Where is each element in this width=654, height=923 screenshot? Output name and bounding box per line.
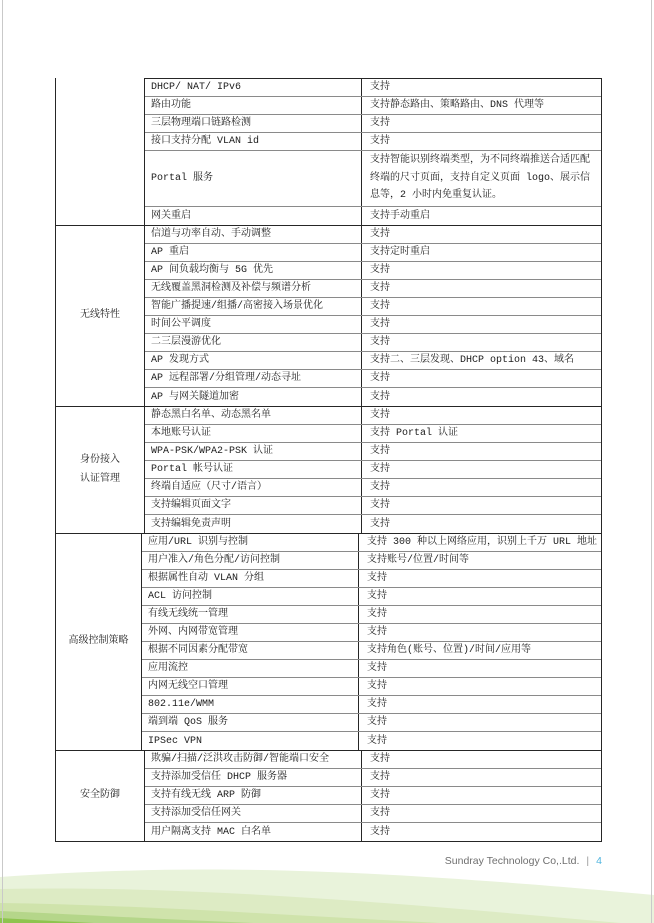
feature-text: AP 远程部署/分组管理/动态寻址 (151, 373, 302, 384)
support-text: 支持 (366, 735, 387, 747)
support-text: 支持 (366, 591, 387, 602)
table-section (55, 406, 602, 533)
table-row (145, 479, 601, 497)
support-cell (361, 370, 601, 387)
support-text: 支持 (370, 754, 390, 765)
section-label: 身份接入 (80, 454, 120, 466)
feature-cell (145, 97, 361, 114)
feature-cell (145, 407, 361, 424)
feature-text: 有线无线统一管理 (147, 609, 228, 620)
support-cell (361, 388, 601, 406)
support-text: 支持 (370, 500, 390, 511)
feature-text: 智能广播提速/组播/高密接入场景优化 (151, 301, 324, 312)
feature-text: 三层物理端口链路检测 (151, 118, 251, 129)
feature-text: DHCP/ NAT/ IPv6 (151, 82, 242, 93)
feature-cell (145, 334, 361, 351)
feature-text: ACL 访问控制 (147, 591, 212, 602)
section-label-cell (55, 226, 145, 406)
support-cell (361, 443, 601, 460)
feature-cell (145, 298, 361, 315)
support-cell (358, 642, 601, 659)
feature-text: 外网、内网带宽管理 (147, 627, 238, 638)
feature-text: WPA-PSK/WPA2-PSK 认证 (151, 446, 274, 457)
feature-cell (145, 226, 361, 243)
feature-text: 信道与功率自动、手动调整 (151, 229, 271, 240)
section-label: 无线特性 (80, 310, 120, 321)
support-text: 支持手动重启 (370, 210, 430, 222)
table-row (142, 660, 601, 678)
support-text: 支持静态路由、策略路由、DNS 代理等 (370, 100, 545, 111)
feature-cell (142, 606, 358, 623)
table-row (145, 769, 601, 787)
support-cell (361, 262, 601, 279)
table-row (145, 370, 601, 388)
support-text: 支持 (370, 337, 390, 348)
support-text: 支持 (370, 446, 390, 457)
table-row (145, 298, 601, 316)
support-text: 支持 (370, 319, 390, 330)
feature-cell (142, 588, 358, 605)
feature-text: 用户隔离支持 MAC 白名单 (151, 826, 272, 838)
support-text: 支持 (370, 283, 390, 294)
feature-cell (142, 732, 358, 750)
feature-text: 802.11e/WMM (147, 699, 214, 710)
support-text: 支持 (366, 663, 387, 674)
support-cell (361, 352, 601, 369)
feature-cell (145, 461, 361, 478)
support-text: 支持 (370, 373, 390, 384)
support-text: 支持 (370, 464, 390, 475)
spec-table (55, 78, 602, 842)
feature-cell (145, 79, 361, 96)
feature-text: 无线覆盖黑洞检测及补偿与频谱分析 (151, 283, 311, 294)
support-text: 支持 (370, 136, 390, 147)
feature-text: 路由功能 (151, 100, 191, 111)
support-cell (361, 244, 601, 261)
table-section (55, 533, 602, 750)
support-cell (361, 316, 601, 333)
feature-cell (142, 534, 358, 551)
table-row (145, 151, 601, 207)
feature-cell (145, 787, 361, 804)
feature-text: 支持编辑免责声明 (151, 518, 231, 530)
feature-cell (145, 769, 361, 786)
feature-text: AP 与网关隧道加密 (151, 391, 240, 403)
feature-text: 支持有线无线 ARP 防御 (151, 790, 262, 801)
section-rows (145, 407, 602, 533)
feature-text: AP 重启 (151, 247, 190, 258)
feature-text: 二三层漫游优化 (151, 337, 221, 348)
table-row (142, 606, 601, 624)
feature-cell (145, 133, 361, 150)
support-cell (361, 226, 601, 243)
table-row (145, 280, 601, 298)
feature-text: AP 发现方式 (151, 355, 210, 366)
support-cell (358, 624, 601, 641)
support-cell (361, 515, 601, 533)
table-row (145, 316, 601, 334)
support-text: 支持 (370, 772, 390, 783)
table-row (145, 388, 601, 406)
feature-cell (142, 642, 358, 659)
support-cell (358, 732, 601, 750)
feature-text: 应用/URL 识别与控制 (147, 537, 248, 548)
feature-text: AP 间负载均衡与 5G 优先 (151, 265, 274, 276)
feature-text: Portal 帐号认证 (151, 464, 234, 475)
table-row (142, 732, 601, 750)
support-text: 支持 (370, 301, 390, 312)
section-label: 高级控制策略 (68, 636, 129, 647)
support-text: 支持 (370, 229, 390, 240)
footer-wave-decoration (0, 813, 654, 923)
feature-text: IPSec VPN (147, 735, 202, 747)
support-cell (361, 407, 601, 424)
table-row (142, 696, 601, 714)
section-label: 安全防御 (80, 790, 120, 801)
page-left-border (2, 0, 3, 923)
feature-text: 时间公平调度 (151, 319, 211, 330)
support-cell (361, 479, 601, 496)
feature-cell (145, 280, 361, 297)
support-text: 支持 (370, 826, 390, 838)
feature-cell (145, 115, 361, 132)
section-rows (145, 226, 602, 406)
footer-page-number: 4 (596, 855, 602, 867)
table-row (145, 497, 601, 515)
support-cell (361, 97, 601, 114)
support-cell (358, 678, 601, 695)
feature-cell (145, 370, 361, 387)
feature-text: 内网无线空口管理 (147, 681, 228, 692)
table-row (145, 443, 601, 461)
support-text: 支持二、三层发现、DHCP option 43、域名 (370, 355, 575, 366)
feature-text: 欺骗/扫描/泛洪攻击防御/智能端口安全 (151, 754, 330, 765)
table-row (145, 515, 601, 533)
table-row (145, 407, 601, 425)
table-row (142, 624, 601, 642)
table-row (145, 461, 601, 479)
support-cell (358, 606, 601, 623)
support-cell (361, 425, 601, 442)
feature-cell (142, 570, 358, 587)
table-row (145, 207, 601, 225)
feature-cell (142, 714, 358, 731)
feature-text: 支持添加受信任 DHCP 服务器 (151, 772, 288, 783)
table-row (145, 262, 601, 280)
support-text: 支持 Portal 认证 (370, 428, 459, 439)
section-label-cell (55, 78, 145, 225)
support-text: 支持 300 种以上网络应用，识别上千万 URL 地址 (366, 537, 597, 548)
feature-cell (145, 425, 361, 442)
feature-cell (142, 660, 358, 677)
table-row (145, 334, 601, 352)
support-cell (361, 787, 601, 804)
support-text: 支持 (370, 391, 390, 403)
support-text: 支持 (370, 808, 390, 819)
support-cell (361, 334, 601, 351)
table-row (142, 714, 601, 732)
feature-cell (145, 751, 361, 768)
support-cell (361, 115, 601, 132)
section-rows (142, 534, 602, 750)
feature-text: 支持编辑页面文字 (151, 500, 231, 511)
table-row (145, 425, 601, 443)
support-cell (358, 696, 601, 713)
feature-text: 用户准入/角色分配/访问控制 (147, 555, 280, 566)
table-row (142, 570, 601, 588)
feature-text: 端到端 QoS 服务 (147, 717, 228, 728)
support-cell (358, 552, 601, 569)
feature-cell (145, 443, 361, 460)
feature-cell (145, 479, 361, 496)
feature-cell (145, 515, 361, 533)
section-label-cell (55, 407, 145, 533)
feature-cell (145, 352, 361, 369)
feature-text: 支持添加受信任网关 (151, 808, 241, 819)
support-cell (361, 298, 601, 315)
table-row (145, 115, 601, 133)
table-row (145, 244, 601, 262)
support-text: 支持 (370, 265, 390, 276)
feature-cell (142, 696, 358, 713)
feature-text: 网关重启 (151, 210, 191, 222)
support-cell (361, 497, 601, 514)
table-row (142, 534, 601, 552)
section-rows (145, 78, 602, 225)
table-section (55, 225, 602, 406)
support-text: 支持 (370, 82, 390, 93)
support-text: 支持 (366, 627, 387, 638)
support-text: 支持账号/位置/时间等 (366, 555, 469, 566)
feature-text: 根据不同因素分配带宽 (147, 645, 248, 656)
support-text: 支持 (370, 790, 390, 801)
feature-text: 应用流控 (147, 663, 188, 674)
section-label: 认证管理 (80, 473, 120, 485)
table-row (145, 751, 601, 769)
support-cell (361, 133, 601, 150)
support-text: 支持 (370, 482, 390, 493)
table-row (142, 642, 601, 660)
table-row (145, 787, 601, 805)
support-text: 支持角色(账号、位置)/时间/应用等 (366, 645, 531, 656)
feature-cell (145, 244, 361, 261)
support-cell (361, 751, 601, 768)
support-text: 支持 (366, 681, 387, 692)
support-cell (361, 151, 601, 206)
support-text: 支持智能识别终端类型，为不同终端推送合适匹配终端的尺寸页面，支持自定义页面 logo、展示信息等，2 小时内免重复认证。 (370, 155, 591, 202)
table-row (142, 678, 601, 696)
support-cell (358, 534, 601, 551)
feature-cell (142, 552, 358, 569)
page-right-border (651, 0, 652, 923)
feature-text: Portal 服务 (151, 173, 214, 184)
table-row (142, 588, 601, 606)
feature-text: 根据属性自动 VLAN 分组 (147, 573, 264, 584)
table-row (145, 97, 601, 115)
support-cell (361, 769, 601, 786)
support-text: 支持 (370, 410, 390, 421)
footer-separator: | (586, 855, 590, 867)
section-label-cell (55, 534, 142, 750)
feature-text: 终端自适应（尺寸/语言） (151, 482, 268, 493)
feature-cell (145, 207, 361, 225)
support-text: 支持 (370, 518, 390, 530)
table-row (145, 133, 601, 151)
table-section (55, 78, 602, 225)
support-text: 支持 (370, 118, 390, 129)
footer-company-name: Sundray Technology Co,.Ltd. (444, 855, 580, 867)
support-cell (361, 207, 601, 225)
support-cell (358, 660, 601, 677)
support-cell (358, 588, 601, 605)
feature-cell (145, 497, 361, 514)
feature-cell (142, 624, 358, 641)
feature-text: 静态黑白名单、动态黑名单 (151, 410, 271, 421)
support-cell (358, 714, 601, 731)
support-text: 支持 (366, 573, 387, 584)
table-row (145, 352, 601, 370)
feature-text: 本地账号认证 (151, 428, 211, 439)
feature-cell (145, 151, 361, 206)
table-row (145, 226, 601, 244)
support-cell (361, 280, 601, 297)
feature-cell (145, 262, 361, 279)
feature-cell (145, 388, 361, 406)
feature-cell (142, 678, 358, 695)
support-cell (361, 461, 601, 478)
support-text: 支持 (366, 699, 387, 710)
support-cell (358, 570, 601, 587)
support-cell (361, 79, 601, 96)
feature-text: 接口支持分配 VLAN id (151, 136, 260, 147)
feature-cell (145, 316, 361, 333)
support-text: 支持 (366, 717, 387, 728)
support-text: 支持定时重启 (370, 247, 430, 258)
support-text: 支持 (366, 609, 387, 620)
table-row (145, 79, 601, 97)
table-row (142, 552, 601, 570)
